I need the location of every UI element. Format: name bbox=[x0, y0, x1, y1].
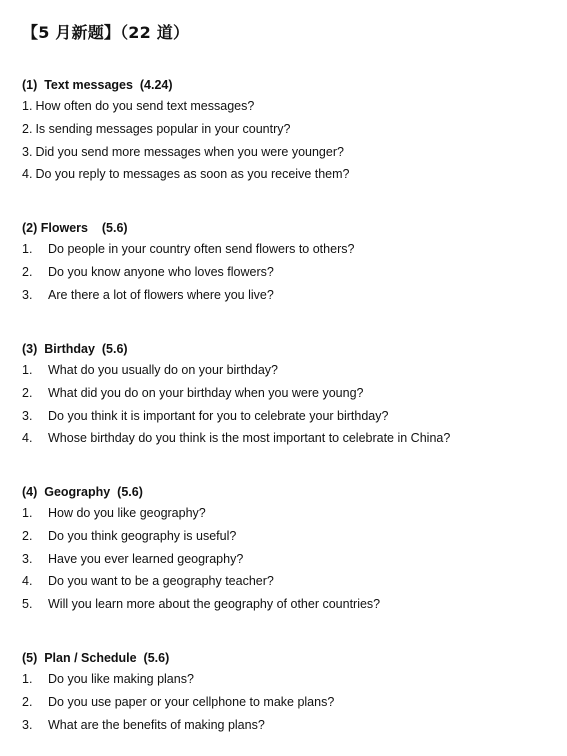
question-number: 2. bbox=[22, 265, 33, 279]
list-item bbox=[22, 505, 552, 521]
list-item bbox=[22, 385, 552, 401]
list-item bbox=[22, 551, 552, 567]
list-item bbox=[22, 121, 552, 137]
question-text: Do you reply to messages as soon as you receive them? bbox=[35, 167, 350, 182]
question-text: Do you want to be a geography teacher? bbox=[48, 574, 274, 589]
question-number: 3. bbox=[22, 551, 33, 566]
question-text: Do you use paper or your cellphone to make plans? bbox=[48, 695, 335, 709]
question-list bbox=[22, 241, 552, 302]
section-heading: (1) Text messages (4.24) bbox=[22, 78, 173, 92]
section-heading: (4) Geography (5.6) bbox=[22, 485, 143, 499]
question-text: Have you ever learned geography? bbox=[48, 551, 244, 566]
list-item bbox=[22, 671, 552, 687]
section-heading: (3) Birthday (5.6) bbox=[22, 342, 128, 356]
question-text: Are there a lot of flowers where you live? bbox=[48, 287, 274, 302]
list-item bbox=[22, 528, 552, 544]
section-text-messages bbox=[22, 77, 552, 182]
question-text: Do you think it is important for you to celebrate your birthday? bbox=[48, 408, 389, 423]
question-number: 1. bbox=[22, 363, 33, 378]
question-number: 1. bbox=[22, 506, 33, 521]
question-text: Will you learn more about the geography of other countries? bbox=[48, 596, 381, 611]
question-number: 4. bbox=[22, 431, 33, 446]
list-item bbox=[22, 362, 552, 378]
question-text: Do you know anyone who loves flowers? bbox=[48, 265, 274, 279]
question-text: Is sending messages popular in your country? bbox=[35, 122, 291, 136]
question-number: 1. bbox=[22, 99, 33, 114]
question-number: 2. bbox=[22, 386, 33, 400]
question-number: 2. bbox=[22, 529, 33, 543]
question-number: 3. bbox=[22, 717, 33, 732]
list-item bbox=[22, 264, 552, 280]
question-text: What do you usually do on your birthday? bbox=[48, 363, 278, 378]
section-geography bbox=[22, 484, 552, 612]
section-plan-schedule bbox=[22, 650, 552, 733]
list-item bbox=[22, 144, 552, 160]
page-title: 【5 月新题】（22 道） bbox=[22, 23, 190, 42]
list-item bbox=[22, 287, 552, 303]
list-item bbox=[22, 694, 552, 710]
question-text: Did you send more messages when you were younger? bbox=[35, 144, 344, 159]
question-number: 1. bbox=[22, 242, 33, 257]
list-item bbox=[22, 430, 552, 446]
question-list bbox=[22, 671, 552, 732]
question-number: 1. bbox=[22, 672, 33, 687]
question-text: Do you think geography is useful? bbox=[48, 529, 237, 543]
question-text: Whose birthday do you think is the most important to celebrate in China? bbox=[48, 431, 451, 446]
section-flowers bbox=[22, 220, 552, 303]
list-item bbox=[22, 573, 552, 589]
question-list bbox=[22, 505, 552, 611]
question-number: 4. bbox=[22, 574, 33, 589]
section-heading: (2) Flowers (5.6) bbox=[22, 221, 128, 235]
question-number: 5. bbox=[22, 596, 33, 611]
question-number: 4. bbox=[22, 167, 33, 182]
list-item bbox=[22, 408, 552, 424]
question-list bbox=[22, 98, 552, 182]
list-item bbox=[22, 596, 552, 612]
list-item bbox=[22, 166, 552, 182]
question-text: What are the benefits of making plans? bbox=[48, 717, 265, 732]
question-text: Do you like making plans? bbox=[48, 672, 194, 687]
question-number: 2. bbox=[22, 695, 33, 709]
question-list bbox=[22, 362, 552, 446]
question-text: Do people in your country often send flowers to others? bbox=[48, 242, 355, 257]
question-number: 3. bbox=[22, 408, 33, 423]
question-number: 3. bbox=[22, 287, 33, 302]
question-number: 2. bbox=[22, 122, 33, 136]
question-text: What did you do on your birthday when you were young? bbox=[48, 386, 364, 400]
list-item bbox=[22, 241, 552, 257]
question-text: How do you like geography? bbox=[48, 506, 206, 521]
section-birthday bbox=[22, 341, 552, 446]
list-item bbox=[22, 717, 552, 733]
section-heading: (5) Plan / Schedule (5.6) bbox=[22, 651, 170, 665]
list-item bbox=[22, 98, 552, 114]
question-text: How often do you send text messages? bbox=[35, 99, 255, 114]
question-number: 3. bbox=[22, 144, 33, 159]
